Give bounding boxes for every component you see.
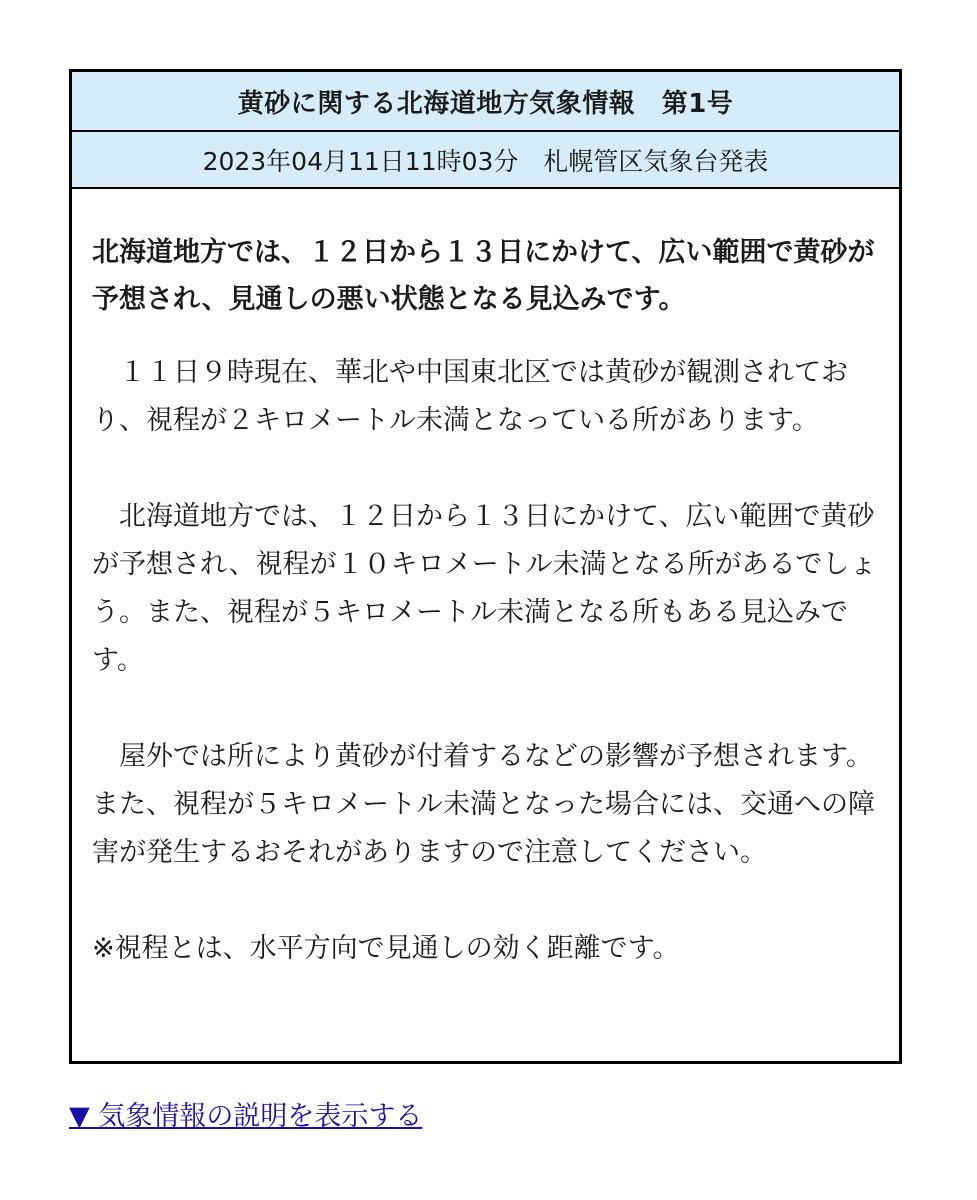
bulletin-body [72,189,899,973]
bulletin-paragraph-impact: 屋外では所により黄砂が付着するなどの影響が予想されます。また、視程が５キロメートル未満となった場合には、交通への障害が発生するおそれがありますので注意してください。 [92,741,875,868]
bulletin-paragraph-forecast: 北海道地方では、１２日から１３日にかけて、広い範囲で黄砂が予想され、視程が１０キロメートル未満となる所があるでしょう。また、視程が５キロメートル未満となる所もある見込みです。 [92,501,877,676]
bulletin-title: 黄砂に関する北海道地方気象情報 第1号 [72,72,899,132]
bulletin-paragraph-current-status: １１日９時現在、華北や中国東北区では黄砂が観測されており、視程が２キロメートル未満となっている所があります。 [92,357,848,436]
bulletin-paragraph-note: ※視程とは、水平方向で見通しの効く距離です。 [92,933,680,964]
show-explanation-link[interactable]: ▼ 気象情報の説明を表示する [69,1101,423,1132]
bulletin-issued-info: 2023年04月11日11時03分 札幌管区気象台発表 [72,132,899,189]
weather-bulletin-box [69,69,902,1064]
bulletin-headline: 北海道地方では、１２日から１３日にかけて、広い範囲で黄砂が予想され、見通しの悪い状態となる見込みです。 [92,237,875,315]
